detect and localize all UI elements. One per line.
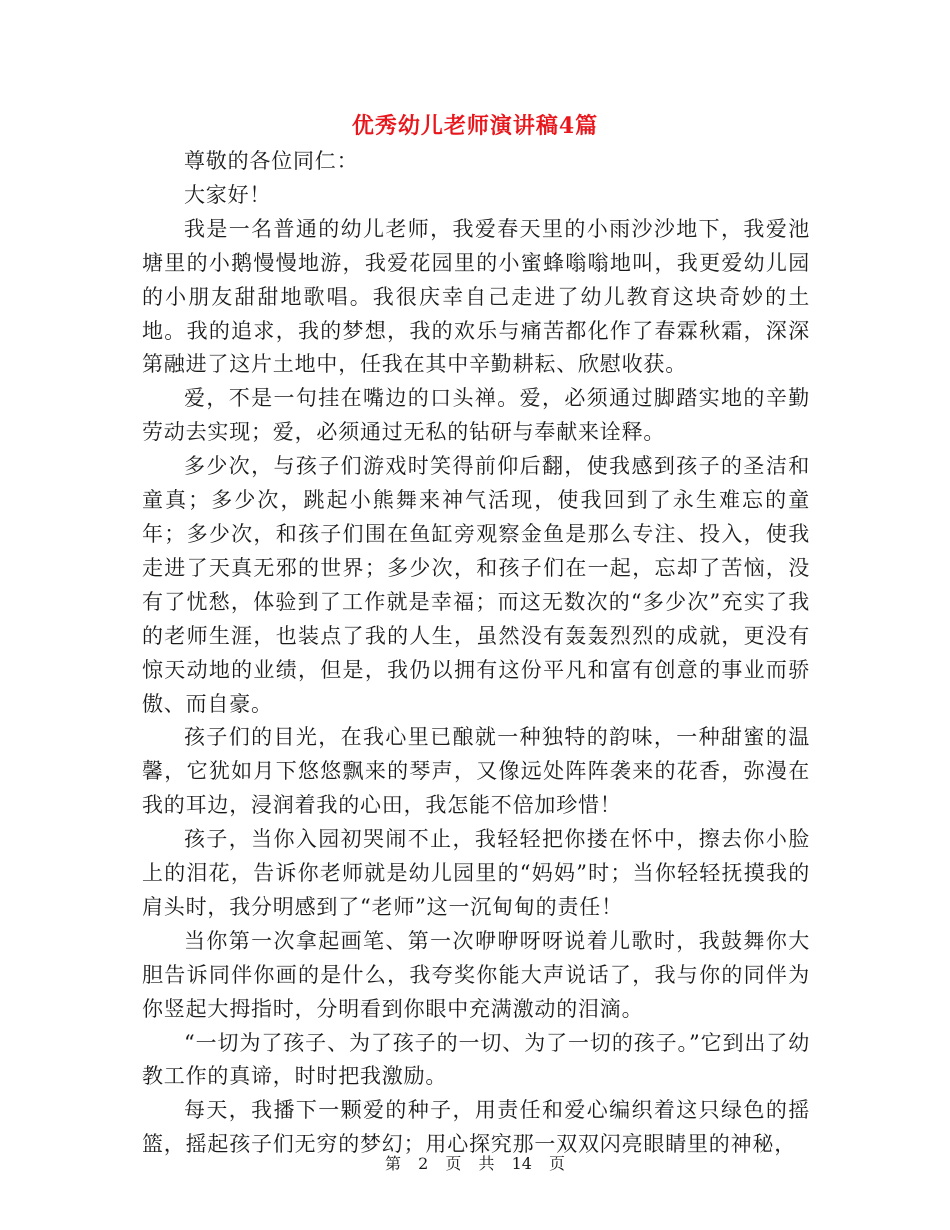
paragraph: 当你第一次拿起画笔、第一次咿咿呀呀说着儿歌时，我鼓舞你大胆告诉同伴你画的是什么，我夸奖你能大声说话了，我与你的同伴为你竖起大拇指时，分明看到你眼中充满激动的泪滴。 — [142, 928, 810, 1021]
paragraph: 孩子们的目光，在我心里已酿就一种独特的韵味，一种甜蜜的温馨，它犹如月下悠悠飘来的琴声，又像远处阵阵袭来的花香，弥漫在我的耳边，浸润着我的心田，我怎能不倍加珍惜！ — [142, 725, 810, 818]
paragraph: “一切为了孩子、为了孩子的一切、为了一切的孩子。”它到出了幼教工作的真谛，时时把我激励。 — [142, 1030, 810, 1089]
document-body — [142, 145, 810, 1162]
paragraph: 每天，我播下一颗爱的种子，用责任和爱心编织着这只绿色的摇篮，摇起孩子们无穷的梦幻；用心探究那一双双闪亮眼睛里的神秘， — [142, 1098, 810, 1157]
paragraph: 爱，不是一句挂在嘴边的口头禅。爱，必须通过脚踏实地的辛勤劳动去实现；爱，必须通过无私的钻研与奉献来诠释。 — [142, 386, 810, 445]
footer-total-unit: 页 — [549, 1154, 566, 1173]
paragraph: 孩子，当你入园初哭闹不止，我轻轻把你搂在怀中，擦去你小脸上的泪花，告诉你老师就是幼儿园里的“妈妈”时；当你轻轻抚摸我的肩头时，我分明感到了“老师”这一沉甸甸的责任！ — [142, 827, 810, 919]
paragraph-greeting: 尊敬的各位同仁： — [184, 149, 359, 173]
paragraph: 多少次，与孩子们游戏时笑得前仰后翻，使我感到孩子的圣洁和童真；多少次，跳起小熊舞来神气活现，使我回到了永生难忘的童年；多少次，和孩子们围在鱼缸旁观察金鱼是那么专注、投入，使我走进了天真无邪的世界；多少次，和孩子们在一起，忘却了苦恼，没有了忧愁，体验到了工作就是幸福；而这无数次的“多少次”充实了我的老师生涯，也装点了我的人生，虽然没有轰轰烈烈的成就，更没有惊天动地的业绩，但是，我仍以拥有这份平凡和富有创意的事业而骄傲、而自豪。 — [142, 454, 810, 716]
page-number: 2 — [418, 1154, 429, 1173]
paragraph: 我是一名普通的幼儿老师，我爱春天里的小雨沙沙地下，我爱池塘里的小鹅慢慢地游，我爱花园里的小蜜蜂嗡嗡地叫，我更爱幼儿园的小朋友甜甜地歌唱。我很庆幸自己走进了幼儿教育这块奇妙的土地。我的追求，我的梦想，我的欢乐与痛苦都化作了春霖秋霜，深深第融进了这片土地中，任我在其中辛勤耕耘、欣慰收获。 — [142, 216, 810, 377]
footer-prefix: 第 — [384, 1154, 401, 1173]
footer-page-unit: 页 — [445, 1154, 462, 1173]
document-title: 优秀幼儿老师演讲稿4篇 — [351, 113, 599, 139]
paragraph-hello: 大家好！ — [184, 182, 272, 207]
page-footer — [0, 1153, 950, 1175]
total-pages: 14 — [511, 1154, 532, 1173]
footer-total-label: 共 — [478, 1154, 495, 1173]
